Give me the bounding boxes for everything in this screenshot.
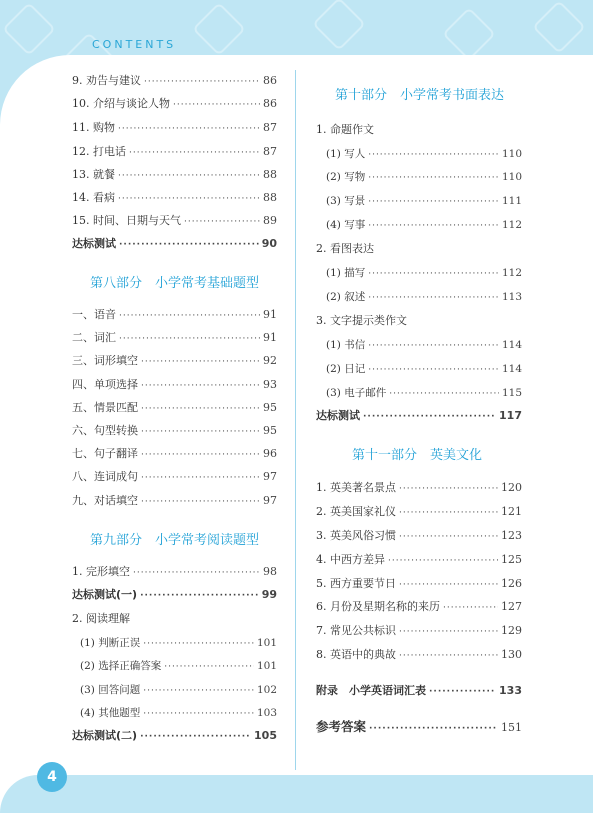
toc-entry[interactable]: (3) 回答问题 ····· 102 <box>80 683 277 698</box>
subsection-title: 3. 文字提示类作文 <box>316 314 407 327</box>
toc-entry[interactable]: 2. 英美国家礼仪 ····· 121 <box>316 505 522 520</box>
toc-entry[interactable]: (4) 其他题型 ····· 103 <box>80 706 277 721</box>
toc-entry[interactable]: 九、对话填空 ····· 97 <box>72 494 277 509</box>
toc-entry[interactable]: 12. 打电话 ····· 87 <box>72 145 277 160</box>
toc-entry-test[interactable]: 达标测试(二) ····· 105 <box>72 729 277 744</box>
toc-entry[interactable]: 15. 时间、日期与天气 ····· 89 <box>72 214 277 229</box>
toc-entry[interactable]: 7. 常见公共标识 ····· 129 <box>316 624 522 639</box>
subsection-title: 1. 命题作文 <box>316 123 374 136</box>
toc-entry[interactable]: 14. 看病 ····· 88 <box>72 191 277 206</box>
toc-entry-test[interactable]: 达标测试(一) ····· 99 <box>72 588 277 603</box>
bottom-strip <box>0 775 593 813</box>
toc-entry[interactable]: 四、单项选择 ····· 93 <box>72 378 277 393</box>
toc-entry[interactable]: 10. 介绍与谈论人物 ····· 86 <box>72 97 277 112</box>
toc-entry-answers[interactable]: 参考答案 ····· 151 <box>316 720 522 736</box>
toc-entry[interactable]: (2) 日记 ····· 114 <box>326 362 522 377</box>
toc-entry[interactable]: 五、情景匹配 ····· 95 <box>72 401 277 416</box>
toc-entry[interactable]: 二、词汇 ····· 91 <box>72 331 277 346</box>
toc-entry[interactable]: (4) 写事 ····· 112 <box>326 218 522 233</box>
toc-entry[interactable]: 1. 英美著名景点 ····· 120 <box>316 481 522 496</box>
toc-entry[interactable]: 3. 英美风俗习惯 ····· 123 <box>316 529 522 544</box>
section-heading-part9: 第九部分 小学常考阅读题型 <box>90 533 260 548</box>
toc-entry[interactable]: (1) 写人 ····· 110 <box>326 147 522 162</box>
toc-entry-test[interactable]: 达标测试 ····· 117 <box>316 409 522 424</box>
contents-label: CONTENTS <box>92 38 177 51</box>
toc-entry[interactable]: 八、连词成句 ····· 97 <box>72 470 277 485</box>
subsection-title: 2. 看图表达 <box>316 242 374 255</box>
section-heading-part11: 第十一部分 英美文化 <box>352 448 483 463</box>
toc-entry[interactable]: 5. 西方重要节日 ····· 126 <box>316 577 522 592</box>
toc-entry[interactable]: 13. 就餐 ····· 88 <box>72 168 277 183</box>
toc-entry[interactable]: 11. 购物 ····· 87 <box>72 121 277 136</box>
toc-entry[interactable]: (1) 描写 ····· 112 <box>326 266 522 281</box>
section-heading-part8: 第八部分 小学常考基础题型 <box>90 276 260 291</box>
toc-entry[interactable]: 一、语音 ····· 91 <box>72 308 277 323</box>
toc-entry[interactable]: 三、词形填空 ····· 92 <box>72 354 277 369</box>
toc-entry[interactable]: 七、句子翻译 ····· 96 <box>72 447 277 462</box>
subsection-title: 2. 阅读理解 <box>72 612 130 625</box>
section-heading-part10: 第十部分 小学常考书面表达 <box>335 88 505 103</box>
toc-entry[interactable]: (2) 叙述 ····· 113 <box>326 290 522 305</box>
toc-entry-appendix[interactable]: 附录 小学英语词汇表 ····· 133 <box>316 684 522 699</box>
toc-entry[interactable]: 1. 完形填空 ····· 98 <box>72 565 277 580</box>
toc-entry[interactable]: 六、句型转换 ····· 95 <box>72 424 277 439</box>
toc-entry[interactable]: (1) 判断正误 ····· 101 <box>80 636 277 651</box>
toc-entry[interactable]: (3) 电子邮件 ····· 115 <box>326 386 522 401</box>
toc-entry[interactable]: (2) 写物 ····· 110 <box>326 170 522 185</box>
toc-entry[interactable]: (3) 写景 ····· 111 <box>326 194 522 209</box>
toc-entry[interactable]: 8. 英语中的典故 ····· 130 <box>316 648 522 663</box>
toc-entry[interactable]: 6. 月份及星期名称的来历 ····· 127 <box>316 600 522 615</box>
toc-entry-test[interactable]: 达标测试 ····· 90 <box>72 237 277 252</box>
toc-entry[interactable]: 9. 劝告与建议 ····· 86 <box>72 74 277 89</box>
toc-entry[interactable]: (1) 书信 ····· 114 <box>326 338 522 353</box>
page-number: 4 <box>37 762 67 792</box>
toc-entry[interactable]: 4. 中西方差异 ····· 125 <box>316 553 522 568</box>
column-divider <box>295 70 296 770</box>
toc-entry[interactable]: (2) 选择正确答案 ····· 101 <box>80 659 277 674</box>
